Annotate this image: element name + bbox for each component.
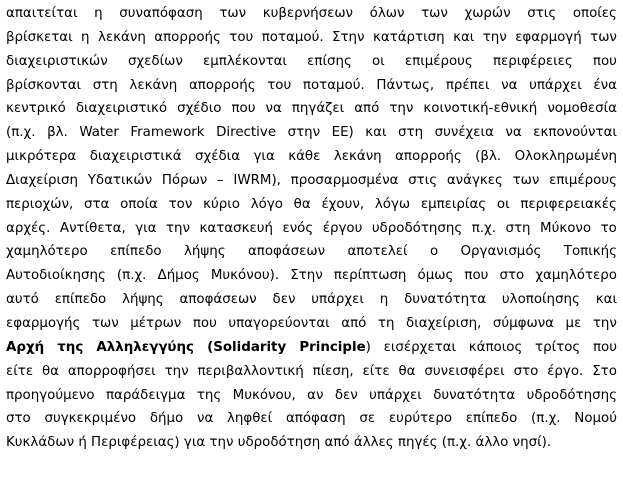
text-line: διαχειριστικών σχεδίων εμπλέκονται επίσης οι επιμέρους περιφέρειες που <box>6 53 617 69</box>
text-line: κεντρικό διαχειριστικό σχέδιο που να πηγάζει από την κοινοτική-εθνική νομοθεσία <box>6 101 617 117</box>
text-line <box>6 336 617 360</box>
text-line: μικρότερα διαχειριστικά σχέδια για κάθε λεκάνη απορροής (βλ. Ολοκληρωμένη <box>6 149 617 165</box>
text-line: προηγούμενο παράδειγμα της Μυκόνου, αν δεν υπάρχει δυνατότητα υδροδότησης <box>6 387 617 403</box>
text-line: (π.χ. βλ. Water Framework Directive στην ΕΕ) και στη συνέχεια να εκπονούνται <box>6 125 617 141</box>
document-page <box>6 2 617 488</box>
line-text: ) εισέρχεται κάποιος τρίτος που <box>365 339 617 355</box>
text-line: αυτό επίπεδο λήψης αποφάσεων δεν υπάρχει η δυνατότητα υλοποίησης και <box>6 292 617 308</box>
text-line: αρχές. Αντίθετα, για την κατασκευή ενός έργου υδροδότησης π.χ. στη Μύκονο το <box>6 220 617 236</box>
text-line: Κυκλάδων ή Περιφέρειας) για την υδροδότηση από άλλες πηγές (π.χ. άλλο νησί). <box>6 435 552 451</box>
text-line: χαμηλότερο επίπεδο λήψης αποφάσεων αποτελεί ο Οργανισμός Τοπικής <box>6 244 617 260</box>
bold-term: Αρχή της Αλληλεγγύης (Solidarity Principle <box>6 339 366 355</box>
text-line: βρίσκεται η λεκάνη απορροής του ποταμού. Στην κατάρτιση και την εφαρμογή των <box>6 29 617 45</box>
text-line: στο συγκεκριμένο δήμο να ληφθεί απόφαση σε ευρύτερο επίπεδο (π.χ. Νομού <box>6 411 617 427</box>
text-line: Διαχείριση Υδατικών Πόρων – IWRM), προσαρμοσμένα στις ανάγκες των επιμέρους <box>6 172 617 188</box>
text-line: είτε θα απορροφήσει την περιβαλλοντική πίεση, είτε θα συνεισφέρει στο έργο. Στο <box>6 363 617 379</box>
text-line: εφαρμογής των μέτρων που υπαγορεύονται από τη διαχείριση, σύμφωνα με την <box>6 315 617 331</box>
text-line: βρίσκονται στη λεκάνη απορροής του ποταμού. Πάντως, πρέπει να υπάρχει ένα <box>6 77 617 93</box>
text-line: περιοχών, στα οποία τον κύριο λόγο θα έχουν, λόγω εμπειρίας οι περιφερειακές <box>6 196 617 212</box>
text-line: απαιτείται η συναπόφαση των κυβερνήσεων όλων των χωρών στις οποίες <box>6 6 617 21</box>
paragraph <box>6 2 617 455</box>
text-line: Αυτοδιοίκησης (π.χ. Δήμος Μυκόνου). Στην περίπτωση όμως που στο χαμηλότερο <box>6 268 617 284</box>
